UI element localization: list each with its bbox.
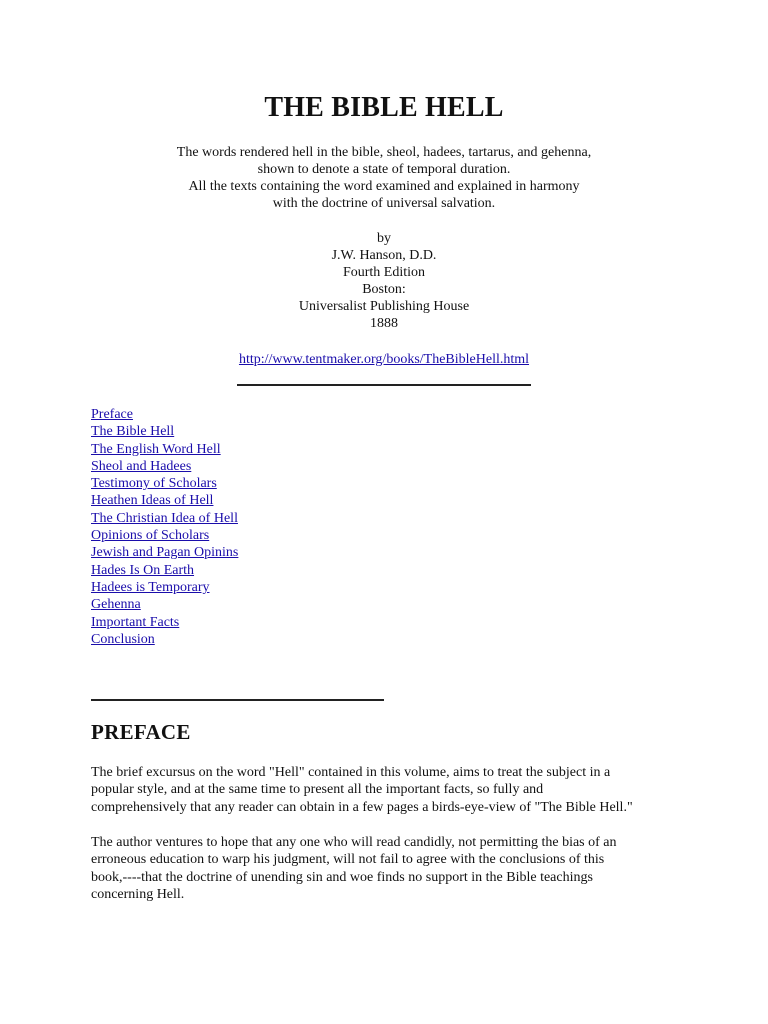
byline	[0, 230, 768, 332]
preface-heading: PREFACE	[91, 720, 191, 744]
document-subtitle	[0, 144, 768, 212]
toc-link-the-bible-hell[interactable]: The Bible Hell	[91, 424, 175, 440]
toc-link-preface[interactable]: Preface	[91, 407, 133, 422]
table-of-contents	[91, 406, 238, 648]
paragraph-line: erroneous education to warp his judgment, will not fail to agree with the conclusions of this	[91, 852, 605, 868]
subtitle-line: The words rendered hell in the bible, sheol, hadees, tartarus, and gehenna,	[176, 145, 592, 160]
paragraph-line: popular style, and at the same time to present all the important facts, so fully and	[91, 782, 544, 798]
source-url-link[interactable]: http://www.tentmaker.org/books/TheBibleHell.html	[238, 352, 530, 367]
preface-paragraph-2	[91, 834, 681, 903]
paragraph-line: The brief excursus on the word "Hell" contained in this volume, aims to treat the subject in a	[91, 765, 611, 780]
toc-link-christian-idea[interactable]: The Christian Idea of Hell	[91, 510, 238, 526]
paragraph-line: The author ventures to hope that any one who will read candidly, not permitting the bias of an	[91, 835, 617, 850]
toc-link-sheol-and-hadees[interactable]: Sheol and Hadees	[91, 458, 192, 474]
byline-edition: Fourth Edition	[342, 265, 426, 280]
preface-paragraph-1	[91, 764, 681, 816]
byline-publisher: Universalist Publishing House	[298, 299, 470, 314]
byline-author: J.W. Hanson, D.D.	[331, 248, 437, 263]
toc-link-hadees-temporary[interactable]: Hadees is Temporary	[91, 579, 210, 595]
toc-link-jewish-pagan-opinions[interactable]: Jewish and Pagan Opinins	[91, 545, 239, 561]
horizontal-rule	[237, 384, 531, 386]
source-url-line	[0, 351, 768, 368]
document-title: THE BIBLE HELL	[264, 92, 504, 123]
toc-link-testimony-of-scholars[interactable]: Testimony of Scholars	[91, 476, 217, 492]
paragraph-line: comprehensively that any reader can obtain in a few pages a birds-eye-view of "The Bible Hell."	[91, 799, 633, 815]
byline-city: Boston:	[362, 282, 406, 297]
toc-link-english-word-hell[interactable]: The English Word Hell	[91, 441, 221, 457]
toc-link-opinions-of-scholars[interactable]: Opinions of Scholars	[91, 528, 210, 544]
subtitle-line: with the doctrine of universal salvation.	[272, 196, 496, 211]
paragraph-line: concerning Hell.	[91, 886, 185, 902]
toc-link-gehenna[interactable]: Gehenna	[91, 597, 141, 613]
toc-link-conclusion[interactable]: Conclusion	[91, 631, 155, 647]
toc-link-hades-on-earth[interactable]: Hades Is On Earth	[91, 562, 195, 578]
byline-year: 1888	[370, 316, 398, 331]
toc-link-important-facts[interactable]: Important Facts	[91, 614, 180, 630]
horizontal-rule	[91, 699, 384, 701]
toc-link-heathen-ideas[interactable]: Heathen Ideas of Hell	[91, 493, 214, 509]
subtitle-line: shown to denote a state of temporal duration.	[257, 162, 511, 177]
paragraph-line: book,----that the doctrine of unending sin and woe finds no support in the Bible teachings	[91, 869, 593, 885]
subtitle-line: All the texts containing the word examined and explained in harmony	[188, 179, 580, 194]
byline-by: by	[377, 231, 391, 246]
